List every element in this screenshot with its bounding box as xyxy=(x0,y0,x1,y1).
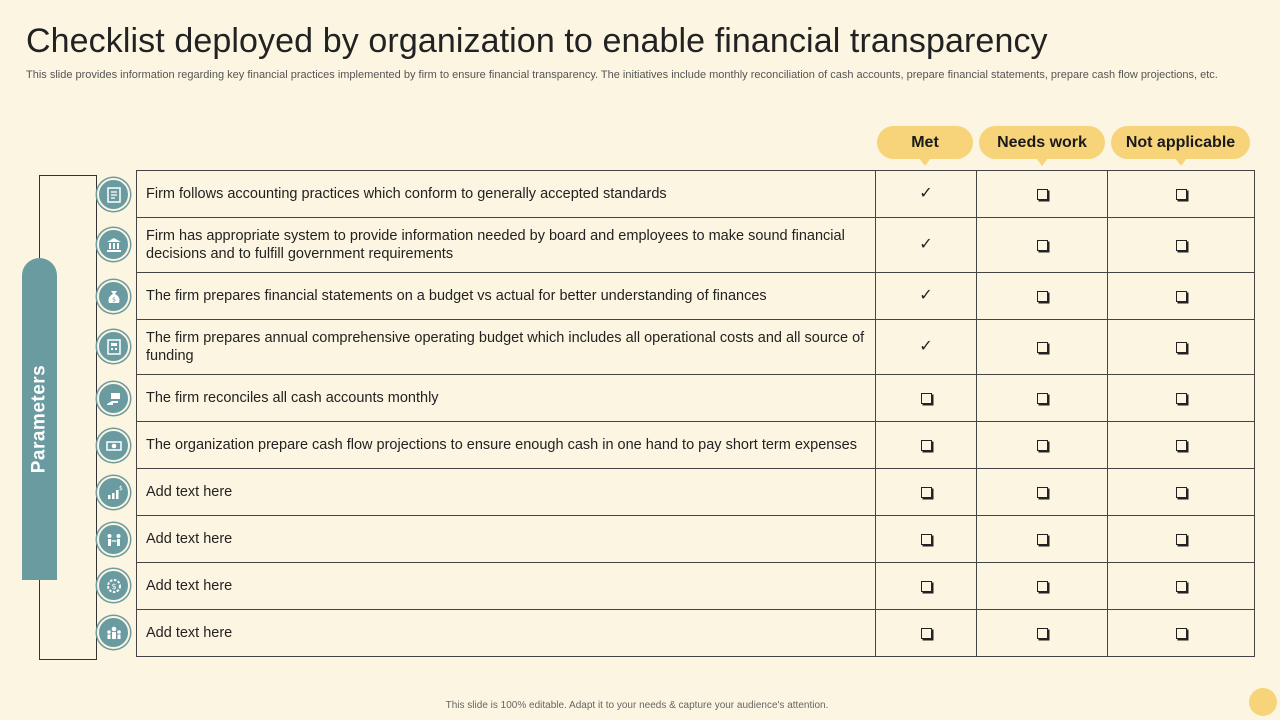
table-row xyxy=(137,375,1255,422)
not-applicable-cell[interactable] xyxy=(1108,273,1255,320)
parameter-text: The organization prepare cash flow projections to ensure enough cash in one hand to pay short term expenses xyxy=(137,422,876,469)
checkbox-icon[interactable] xyxy=(921,393,932,404)
table-row xyxy=(137,273,1255,320)
parameter-text: The firm reconciles all cash accounts monthly xyxy=(137,375,876,422)
check-mark-icon: ✓ xyxy=(919,338,933,355)
parameter-text: The firm prepares annual comprehensive operating budget which includes all operational costs and all source of funding xyxy=(137,320,876,375)
checkbox-icon[interactable] xyxy=(1037,240,1048,251)
needs-work-cell[interactable] xyxy=(977,516,1108,563)
header-needs-work-label: Needs work xyxy=(997,133,1087,151)
bank-building-icon xyxy=(97,228,130,261)
checkbox-icon[interactable] xyxy=(1176,189,1187,200)
table-row xyxy=(137,171,1255,218)
not-applicable-cell[interactable] xyxy=(1108,563,1255,610)
not-applicable-cell[interactable] xyxy=(1108,171,1255,218)
parameters-label: Parameters xyxy=(28,364,50,474)
needs-work-cell[interactable] xyxy=(977,320,1108,375)
checkbox-icon[interactable] xyxy=(1037,581,1048,592)
checkbox-icon[interactable] xyxy=(1037,487,1048,498)
checkbox-icon[interactable] xyxy=(1176,581,1187,592)
needs-work-cell[interactable] xyxy=(977,171,1108,218)
checkbox-icon[interactable] xyxy=(1176,440,1187,451)
checkbox-icon[interactable] xyxy=(1037,291,1048,302)
table-row xyxy=(137,218,1255,273)
footer-note: This slide is 100% editable. Adapt it to your needs & capture your audience's attention. xyxy=(445,700,829,711)
checklist-table xyxy=(136,170,1255,657)
header-met-callout xyxy=(877,126,973,159)
not-applicable-cell[interactable] xyxy=(1108,469,1255,516)
met-cell[interactable] xyxy=(876,218,977,273)
header-not-applicable-label: Not applicable xyxy=(1125,133,1236,151)
checkbox-icon[interactable] xyxy=(921,534,932,545)
parameter-text: The firm prepares financial statements on a budget vs actual for better understanding of finances xyxy=(137,273,876,320)
parameter-text: Add text here xyxy=(137,610,876,657)
needs-work-cell[interactable] xyxy=(977,610,1108,657)
table-row xyxy=(137,563,1255,610)
cash-hand-icon xyxy=(97,382,130,415)
svg-text:$: $ xyxy=(110,581,117,591)
met-cell[interactable] xyxy=(876,375,977,422)
met-cell[interactable] xyxy=(876,563,977,610)
parameter-text: Add text here xyxy=(137,469,876,516)
checkbox-icon[interactable] xyxy=(1176,342,1187,353)
parameter-text: Firm has appropriate system to provide information needed by board and employees to make sound financial decisions and to fulfill government requirements xyxy=(137,218,876,273)
svg-text:$: $ xyxy=(111,296,116,303)
decorative-circle xyxy=(1249,688,1277,716)
checkbox-icon[interactable] xyxy=(1176,393,1187,404)
checkbox-icon[interactable] xyxy=(1037,189,1048,200)
checkbox-icon[interactable] xyxy=(1037,628,1048,639)
not-applicable-cell[interactable] xyxy=(1108,320,1255,375)
checkbox-icon[interactable] xyxy=(1037,534,1048,545)
met-cell[interactable] xyxy=(876,516,977,563)
met-cell[interactable] xyxy=(876,422,977,469)
needs-work-cell[interactable] xyxy=(977,469,1108,516)
money-bag-icon xyxy=(97,280,130,313)
needs-work-cell[interactable] xyxy=(977,563,1108,610)
table-row xyxy=(137,469,1255,516)
parameter-text: Add text here xyxy=(137,563,876,610)
checkbox-icon[interactable] xyxy=(1176,487,1187,498)
checkbox-icon[interactable] xyxy=(1037,342,1048,353)
people-exchange-icon xyxy=(97,523,130,556)
table-row xyxy=(137,516,1255,563)
check-mark-icon: ✓ xyxy=(919,236,933,253)
needs-work-cell[interactable] xyxy=(977,375,1108,422)
needs-work-cell[interactable] xyxy=(977,218,1108,273)
parameter-text: Firm follows accounting practices which conform to generally accepted standards xyxy=(137,171,876,218)
cash-flow-icon xyxy=(97,429,130,462)
not-applicable-cell[interactable] xyxy=(1108,218,1255,273)
team-icon xyxy=(97,616,130,649)
table-row xyxy=(137,422,1255,469)
met-cell[interactable] xyxy=(876,469,977,516)
header-not-applicable-callout xyxy=(1111,126,1250,159)
checkbox-icon[interactable] xyxy=(1037,393,1048,404)
table-row xyxy=(137,610,1255,657)
not-applicable-cell[interactable] xyxy=(1108,610,1255,657)
not-applicable-cell[interactable] xyxy=(1108,422,1255,469)
header-met-label: Met xyxy=(911,133,939,151)
calculator-document-icon xyxy=(97,330,130,363)
svg-text:$: $ xyxy=(118,484,123,492)
checkbox-icon[interactable] xyxy=(1176,628,1187,639)
checkbox-icon[interactable] xyxy=(1176,291,1187,302)
met-cell[interactable] xyxy=(876,610,977,657)
checkbox-icon[interactable] xyxy=(1176,534,1187,545)
accounting-document-icon xyxy=(97,178,130,211)
met-cell[interactable] xyxy=(876,171,977,218)
header-needs-work-callout xyxy=(979,126,1105,159)
met-cell[interactable] xyxy=(876,320,977,375)
parameter-text: Add text here xyxy=(137,516,876,563)
checkbox-icon[interactable] xyxy=(921,487,932,498)
needs-work-cell[interactable] xyxy=(977,273,1108,320)
parameters-label-bar xyxy=(22,258,57,580)
dollar-gear-icon xyxy=(97,569,130,602)
checkbox-icon[interactable] xyxy=(1037,440,1048,451)
table-row xyxy=(137,320,1255,375)
checkbox-icon[interactable] xyxy=(921,628,932,639)
slide-title: Checklist deployed by organization to enable financial transparency xyxy=(26,22,1048,60)
met-cell[interactable] xyxy=(876,273,977,320)
check-mark-icon: ✓ xyxy=(919,185,933,202)
not-applicable-cell[interactable] xyxy=(1108,516,1255,563)
checkbox-icon[interactable] xyxy=(921,440,932,451)
growth-chart-icon xyxy=(97,476,130,509)
checkbox-icon[interactable] xyxy=(921,581,932,592)
checkbox-icon[interactable] xyxy=(1176,240,1187,251)
slide-subtitle: This slide provides information regarding key financial practices implemented by firm to ensure financial transparency. The initiatives include monthly reconciliation of cash accounts, prepare financial statements, prepare cash flow projections, etc. xyxy=(26,69,1218,81)
check-mark-icon: ✓ xyxy=(919,287,933,304)
needs-work-cell[interactable] xyxy=(977,422,1108,469)
not-applicable-cell[interactable] xyxy=(1108,375,1255,422)
